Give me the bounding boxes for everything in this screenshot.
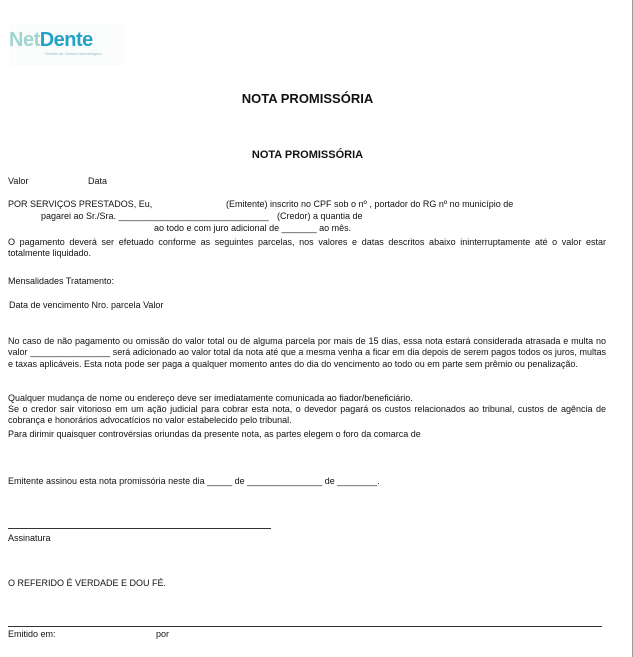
netdente-logo	[9, 24, 124, 66]
clausula-multa: No caso de não pagamento ou omissão do valor total ou de alguma parcela por mais de 15 dias, essa nota estará considerada atrasada e multa no valor ________________ será adicionado ao valor total da nota até que a mesma venha a ficar em dia depois de serem pagos todos os juros, multas e taxas aplicáveis. Esta nota pode ser paga a qualquer momento antes do dia do vencimento ao todo ou em parte sem prêmio ou penalização.	[8, 336, 606, 369]
servicos-line3: ao todo e com juro adicional de _______ ao mês.	[154, 223, 352, 233]
emitente-assinou-text: Emitente assinou esta nota promissória neste dia _____ de _______________ de ________.	[8, 476, 380, 486]
parcelas-table-header: Data de vencimento Nro. parcela Valor	[9, 300, 164, 310]
logo-net-text: Net	[9, 29, 40, 51]
emitido-em-label: Emitido em:	[8, 629, 56, 639]
servicos-line2-b: (Credor) a quantia de	[277, 211, 363, 221]
clausula-judicial: Se o credor sair vitorioso em um ação judicial para cobrar esta nota, o devedor pagará os custos relacionados ao tribunal, custos de agência de cobrança e honorários advocatícios no valor estabelecido pelo tribunal.	[8, 404, 606, 426]
servicos-pagamento: O pagamento deverá ser efetuado conforme as seguintes parcelas, nos valores e datas descritos abaixo ininterruptamente até o valor estar totalmente liquidado.	[8, 237, 606, 259]
assinatura-label: Assinatura	[8, 533, 51, 543]
clausula-mudanca: Qualquer mudança de nome ou endereço deve ser imediatamente comunicada ao fiador/beneficiário.	[8, 393, 413, 403]
document-title: NOTA PROMISSÓRIA	[241, 91, 374, 106]
mensalidades-label: Mensalidades Tratamento:	[8, 276, 115, 286]
referido-text: O REFERIDO É VERDADE E DOU FÉ.	[8, 578, 167, 588]
logo-tagline: Gestão de Clínica Odontológica	[45, 51, 102, 56]
servicos-line1-b: (Emitente) inscrito no CPF sob o nº , portador do RG nº no município de	[226, 199, 514, 209]
document-subtitle: NOTA PROMISSÓRIA	[251, 149, 364, 161]
logo-dente-text: Dente	[39, 29, 93, 51]
servicos-line1-a: POR SERVIÇOS PRESTADOS, Eu,	[8, 199, 153, 209]
valor-label: Valor	[8, 176, 29, 186]
assinatura-line	[8, 528, 271, 529]
data-label: Data	[88, 176, 108, 186]
servicos-line2-a: pagarei ao Sr./Sra. ______________________________	[41, 211, 269, 221]
emitido-line	[8, 626, 602, 627]
logo-wordmark	[9, 30, 93, 50]
clausula-foro: Para dirimir quaisquer controvérsias oriundas da presente nota, as partes elegem o foro da comarca de	[8, 429, 421, 439]
emitido-por-label: por	[156, 629, 170, 639]
